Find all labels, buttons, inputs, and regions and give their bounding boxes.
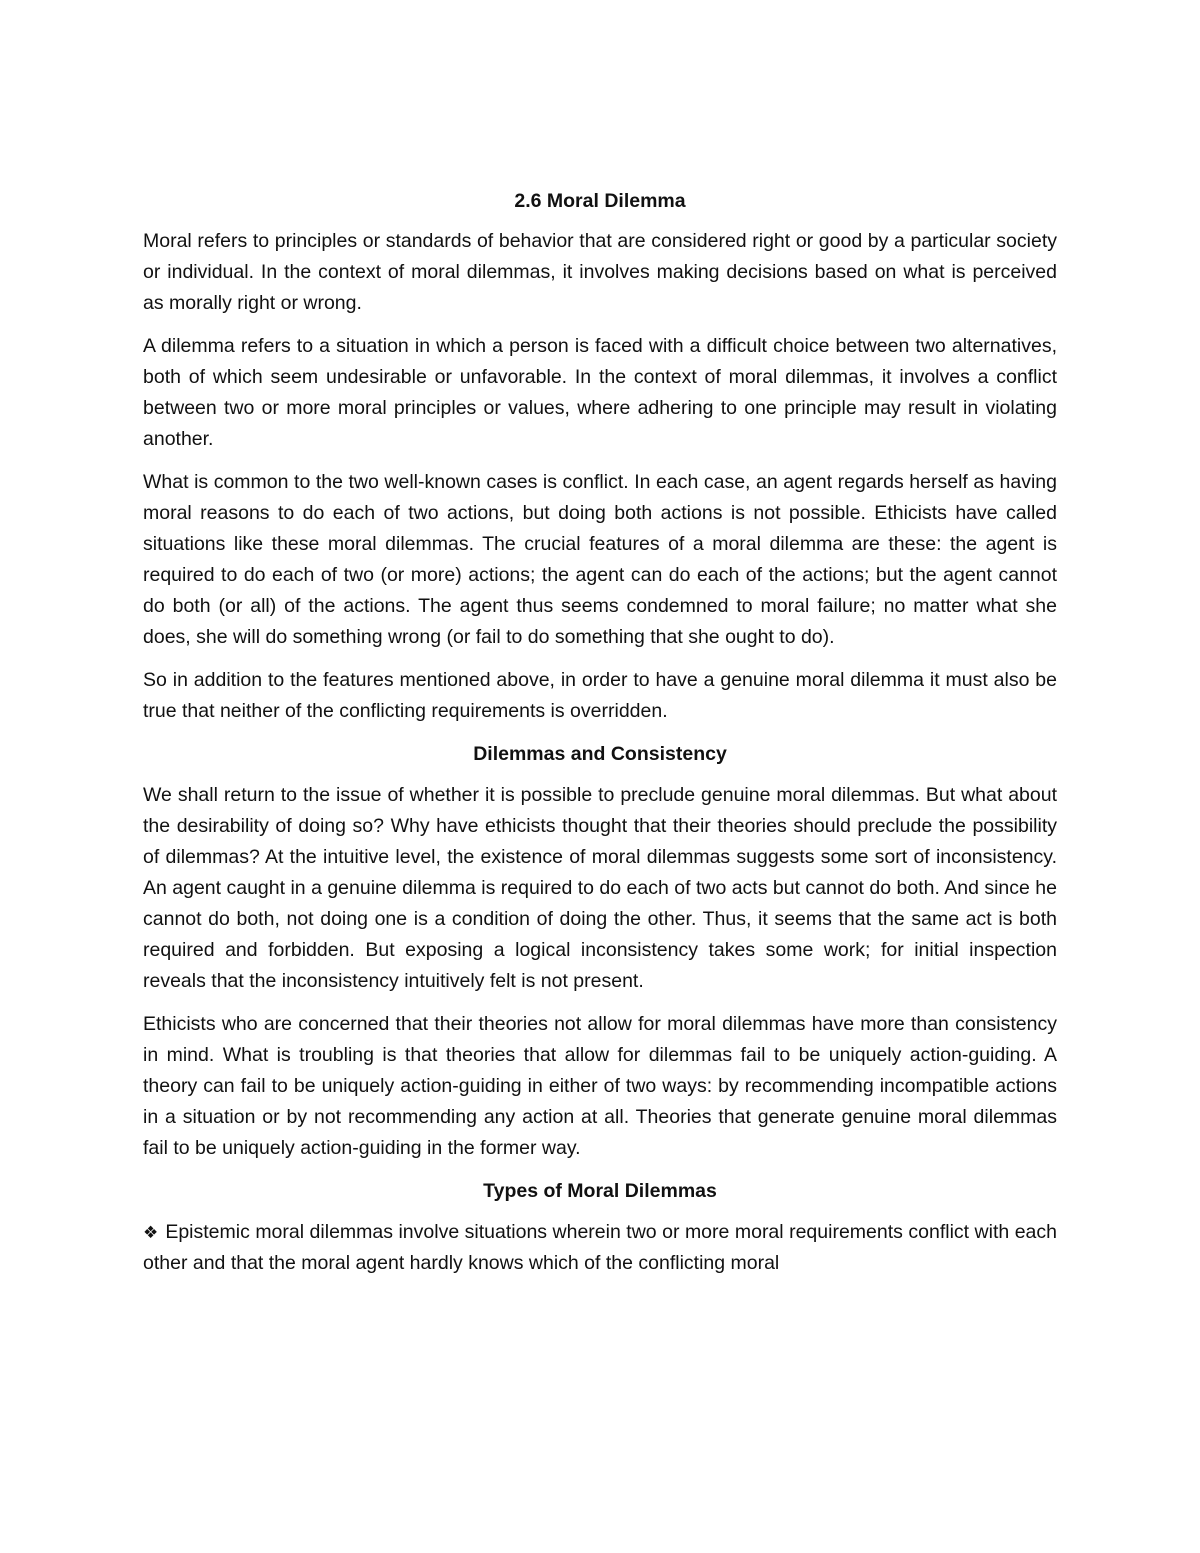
paragraph-common-conflict: What is common to the two well-known cases is conflict. In each case, an agent regards herself as having moral reasons to do each of two actions, but doing both actions is not possible. Ethicists have called situations like these moral dilemmas. The crucial features of a moral dilemma are these: the agent is required to do each of two (or more) actions; the agent can do each of the actions; but the agent cannot do both (or all) of the actions. The agent thus seems condemned to moral failure; no matter what she does, she will do something wrong (or fail to do something that she ought to do). [143,471,1057,648]
section-heading-types: Types of Moral Dilemmas [483,1180,717,1202]
section-heading-consistency: Dilemmas and Consistency [473,743,727,765]
paragraph-consistency-2: Ethicists who are concerned that their theories not allow for moral dilemmas have more than consistency in mind. What is troubling is that theories that allow for dilemmas fail to be uniquely action-guiding. A theory can fail to be uniquely action-guiding in either of two ways: by recommending incompatible actions in a situation or by not recommending any action at all. Theories that generate genuine moral dilemmas fail to be uniquely action-guiding in the former way. [143,1013,1057,1159]
list-item-text: Epistemic moral dilemmas involve situations wherein two or more moral requirements conflict with each other and that the moral agent hardly knows which of the conflicting moral [143,1221,1057,1274]
list-item-epistemic [143,1217,1057,1279]
paragraph-consistency-1: We shall return to the issue of whether it is possible to preclude genuine moral dilemmas. But what about the desirability of doing so? Why have ethicists thought that their theories should preclude the possibility of dilemmas? At the intuitive level, the existence of moral dilemmas suggests some sort of inconsistency. An agent caught in a genuine dilemma is required to do each of two acts but cannot do both. And since he cannot do both, not doing one is a condition of doing the other. Thus, it seems that the same act is both required and forbidden. But exposing a logical inconsistency takes some work; for initial inspection reveals that the inconsistency intuitively felt is not present. [143,784,1057,992]
paragraph-genuine-dilemma: So in addition to the features mentioned above, in order to have a genuine moral dilemma it must also be true that neither of the conflicting requirements is overridden. [143,669,1057,722]
paragraph-moral-definition: Moral refers to principles or standards of behavior that are considered right or good by a particular society or individual. In the context of moral dilemmas, it involves making decisions based on what is perceived as morally right or wrong. [143,230,1057,314]
diamond-bullet-icon: ❖ [143,1223,159,1242]
page-title: 2.6 Moral Dilemma [514,190,686,212]
document-page [143,186,1057,1291]
paragraph-dilemma-definition: A dilemma refers to a situation in which a person is faced with a difficult choice between two alternatives, both of which seem undesirable or unfavorable. In the context of moral dilemmas, it involves a conflict between two or more moral principles or values, where adhering to one principle may result in violating another. [143,335,1057,450]
